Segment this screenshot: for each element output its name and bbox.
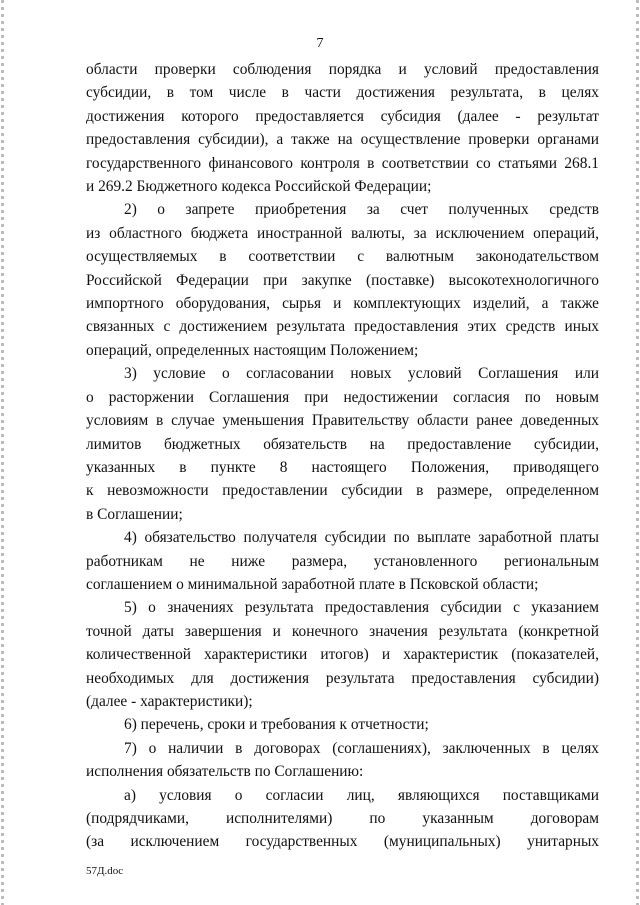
paragraph-line: точной даты завершения и конечного значения результата (конкретной — [86, 622, 599, 640]
paragraph-line: работникам не ниже размера, установленного региональным — [86, 552, 599, 570]
paragraph — [86, 737, 599, 784]
paragraph-line: указанных в пункте 8 настоящего Положения, приводящего — [86, 458, 599, 476]
paragraph-line: достижения которого предоставляется субсидия (далее - результат — [86, 107, 599, 125]
paragraph-line: из областного бюджета иностранной валюты, за исключением операций, — [86, 224, 599, 242]
paragraph-line: соглашением о минимальной заработной плате в Псковской области; — [86, 575, 539, 593]
paragraph — [86, 58, 599, 198]
paragraph — [86, 198, 599, 362]
paragraph-line: 7) о наличии в договорах (соглашениях), заключенных в целях — [124, 739, 599, 757]
paragraph-line: области проверки соблюдения порядка и условий предоставления — [86, 61, 599, 78]
paragraph-line: необходимых для достижения результата предоставления субсидии) — [86, 669, 599, 687]
paragraph-line: (за исключением государственных (муниципальных) унитарных — [86, 833, 599, 851]
paragraph-line: к невозможности предоставлении субсидии в размере, определенном — [86, 482, 599, 500]
paragraph-line: а) условия о согласии лиц, являющихся поставщиками — [124, 786, 599, 804]
document-body — [86, 58, 599, 854]
page-number: 7 — [316, 36, 324, 51]
footer-filename: 57Д.doc — [86, 865, 124, 877]
scan-edge-right — [636, 0, 639, 905]
paragraph-line: в Соглашении; — [86, 505, 183, 523]
paragraph-line: (подрядчиками, исполнителями) по указанным договорам — [86, 810, 599, 827]
paragraph — [86, 526, 599, 596]
paragraph-line: Российской Федерации при закупке (поставке) высокотехнологичного — [86, 271, 599, 289]
paragraph-line: 6) перечень, сроки и требования к отчетности; — [124, 716, 429, 734]
paragraph-line: государственного финансового контроля в соответствии со статьями 268.1 — [86, 154, 599, 172]
paragraph-line: связанных с достижением результата предоставления этих средств иных — [86, 318, 599, 336]
paragraph — [86, 596, 599, 713]
paragraph-line: исполнения обязательств по Соглашению: — [86, 763, 364, 781]
paragraph-line: операций, определенных настоящим Положением; — [86, 341, 419, 359]
paragraph-line: импортного оборудования, сырья и комплектующих изделий, а также — [86, 295, 599, 313]
paragraph-line: субсидии, в том числе в части достижения результата, в целях — [86, 84, 599, 102]
paragraph-line: (далее - характеристики); — [86, 692, 253, 710]
paragraph — [86, 713, 599, 736]
paragraph — [86, 362, 599, 526]
paragraph-line: условиям в случае уменьшения Правительству области ранее доведенных — [86, 412, 599, 430]
paragraph-line: 5) о значениях результата предоставления субсидии с указанием — [124, 599, 599, 617]
paragraph-line: 2) о запрете приобретения за счет полученных средств — [124, 201, 599, 219]
paragraph-line: предоставления субсидии), а также на осуществление проверки органами — [86, 131, 599, 149]
paragraph-line: лимитов бюджетных обязательств на предоставление субсидии, — [86, 435, 599, 453]
scan-edge-left — [1, 0, 4, 905]
paragraph-line: и 269.2 Бюджетного кодекса Российской Федерации; — [86, 178, 432, 196]
paragraph-line: осуществляемых в соответствии с валютным законодательством — [86, 248, 599, 266]
paragraph-line: количественной характеристики итогов) и характеристик (показателей, — [86, 646, 599, 664]
paragraph — [86, 784, 599, 854]
paragraph-line: 4) обязательство получателя субсидии по выплате заработной платы — [124, 529, 599, 547]
paragraph-line: 3) условие о согласовании новых условий Соглашения или — [124, 365, 599, 383]
paragraph-line: о расторжении Соглашения при недостижении согласия по новым — [86, 388, 599, 406]
